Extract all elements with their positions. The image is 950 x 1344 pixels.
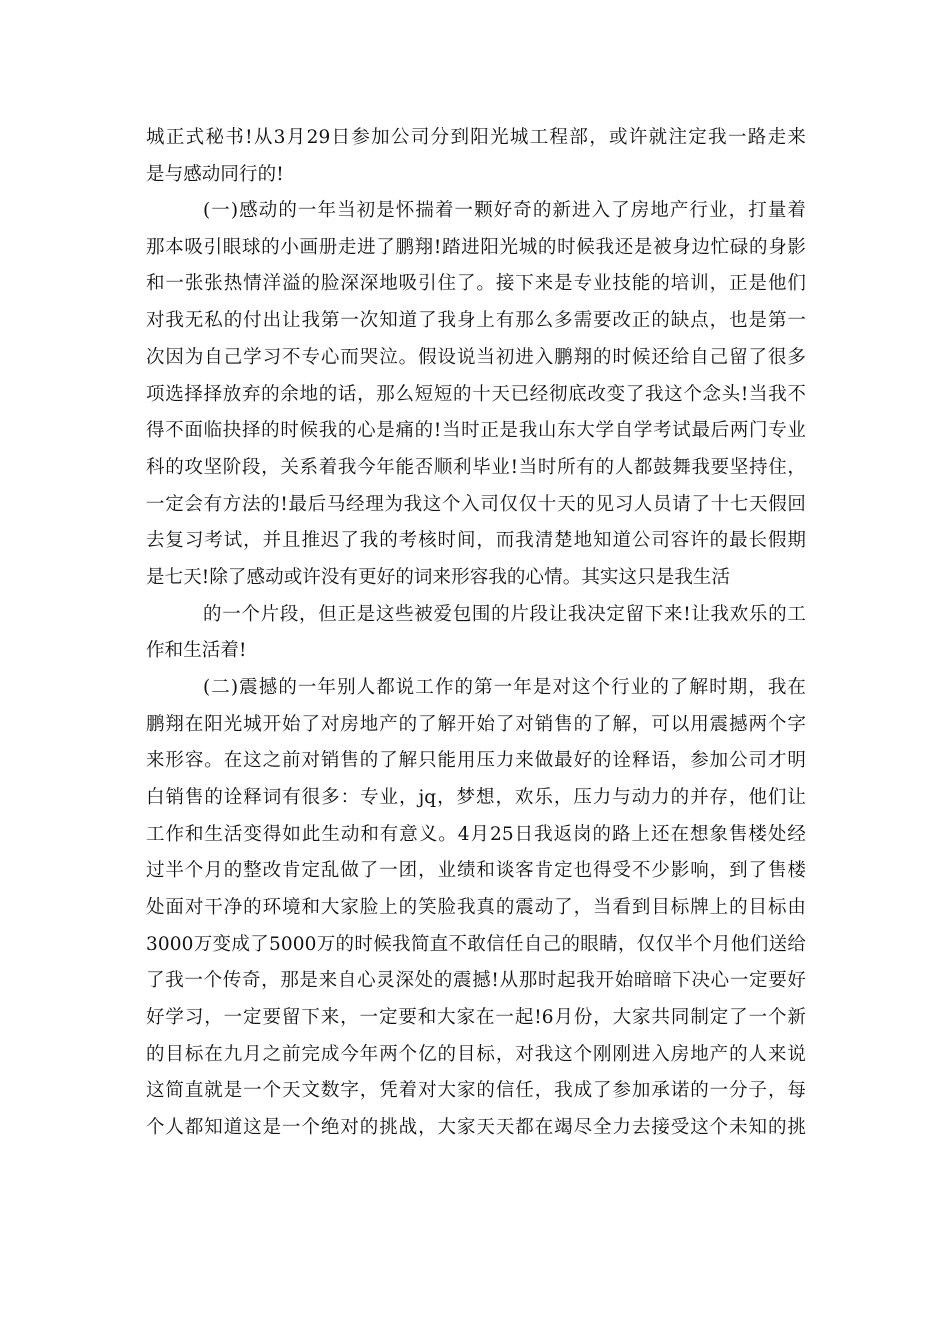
text-line: 是与感动同行的!	[146, 164, 284, 185]
text-line: 那本吸引眼球的小画册走进了鹏翔!踏进阳光城的时候我还是被身边忙碌的身影	[146, 237, 806, 258]
paragraph-first-line: 的一个片段，但正是这些被爱包围的片段让我决定留下来!让我欢乐的工	[203, 604, 806, 625]
text-line: 次因为自己学习不专心而哭泣。假设说当初进入鹏翔的时候还给自己留了很多	[146, 347, 806, 368]
text-line: 科的攻坚阶段，关系着我今年能否顺利毕业!当时所有的人都鼓舞我要坚持住，	[146, 457, 806, 478]
text-line: 作和生活着!	[146, 640, 247, 661]
text-line: 这简直就是一个天文数字，凭着对大家的信任，我成了参加承诺的一分子，每	[146, 1080, 806, 1101]
text-line: 工作和生活变得如此生动和有意义。4月25日我返岗的路上还在想象售楼处经	[146, 824, 806, 845]
text-line: 城正式秘书!从3月29日参加公司分到阳光城工程部，或许就注定我一路走来	[146, 127, 806, 148]
paragraph-first-line: (二)震撼的一年别人都说工作的第一年是对这个行业的了解时期，我在	[203, 677, 806, 698]
text-line: 白销售的诠释词有很多：专业，jq，梦想，欢乐，压力与动力的并存，他们让	[146, 787, 806, 808]
text-line: 得不面临抉择的时候我的心是痛的!当时正是我山东大学自学考试最后两门专业	[146, 420, 806, 441]
text-line: 鹏翔在阳光城开始了对房地产的了解开始了对销售的了解，可以用震撼两个字	[146, 714, 806, 735]
text-line: 了我一个传奇，那是来自心灵深处的震撼!从那时起我开始暗暗下决心一定要好	[146, 970, 806, 991]
text-line: 过半个月的整改肯定乱做了一团，业绩和谈客肯定也得受不少影响，到了售楼	[146, 860, 806, 881]
text-line: 好学习，一定要留下来，一定要和大家在一起!6月份，大家共同制定了一个新	[146, 1007, 806, 1028]
text-line: 的目标在九月之前完成今年两个亿的目标，对我这个刚刚进入房地产的人来说	[146, 1044, 806, 1065]
text-line: 3000万变成了5000万的时候我简直不敢信任自己的眼睛，仅仅半个月他们送给	[146, 934, 806, 955]
text-line: 是七天!除了感动或许没有更好的词来形容我的心情。其实这只是我生活	[146, 567, 731, 588]
text-line: 处面对干净的环境和大家脸上的笑脸我真的震动了，当看到目标牌上的目标由	[146, 897, 806, 918]
text-line: 个人都知道这是一个绝对的挑战，大家天天都在竭尽全力去接受这个未知的挑	[146, 1117, 806, 1138]
paragraph-first-line: (一)感动的一年当初是怀揣着一颗好奇的新进入了房地产行业，打量着	[203, 200, 806, 221]
text-line: 来形容。在这之前对销售的了解只能用压力来做最好的诠释语，参加公司才明	[146, 750, 806, 771]
text-line: 一定会有方法的!最后马经理为我这个入司仅仅十天的见习人员请了十七天假回	[146, 494, 806, 515]
text-line: 去复习考试，并且推迟了我的考核时间，而我清楚地知道公司容许的最长假期	[146, 530, 806, 551]
text-line: 项选择择放弃的余地的话，那么短短的十天已经彻底改变了我这个念头!当我不	[146, 384, 806, 405]
text-line: 对我无私的付出让我第一次知道了我身上有那么多需要改正的缺点，也是第一	[146, 310, 806, 331]
text-line: 和一张张热情洋溢的脸深深地吸引住了。接下来是专业技能的培训，正是他们	[146, 273, 806, 294]
